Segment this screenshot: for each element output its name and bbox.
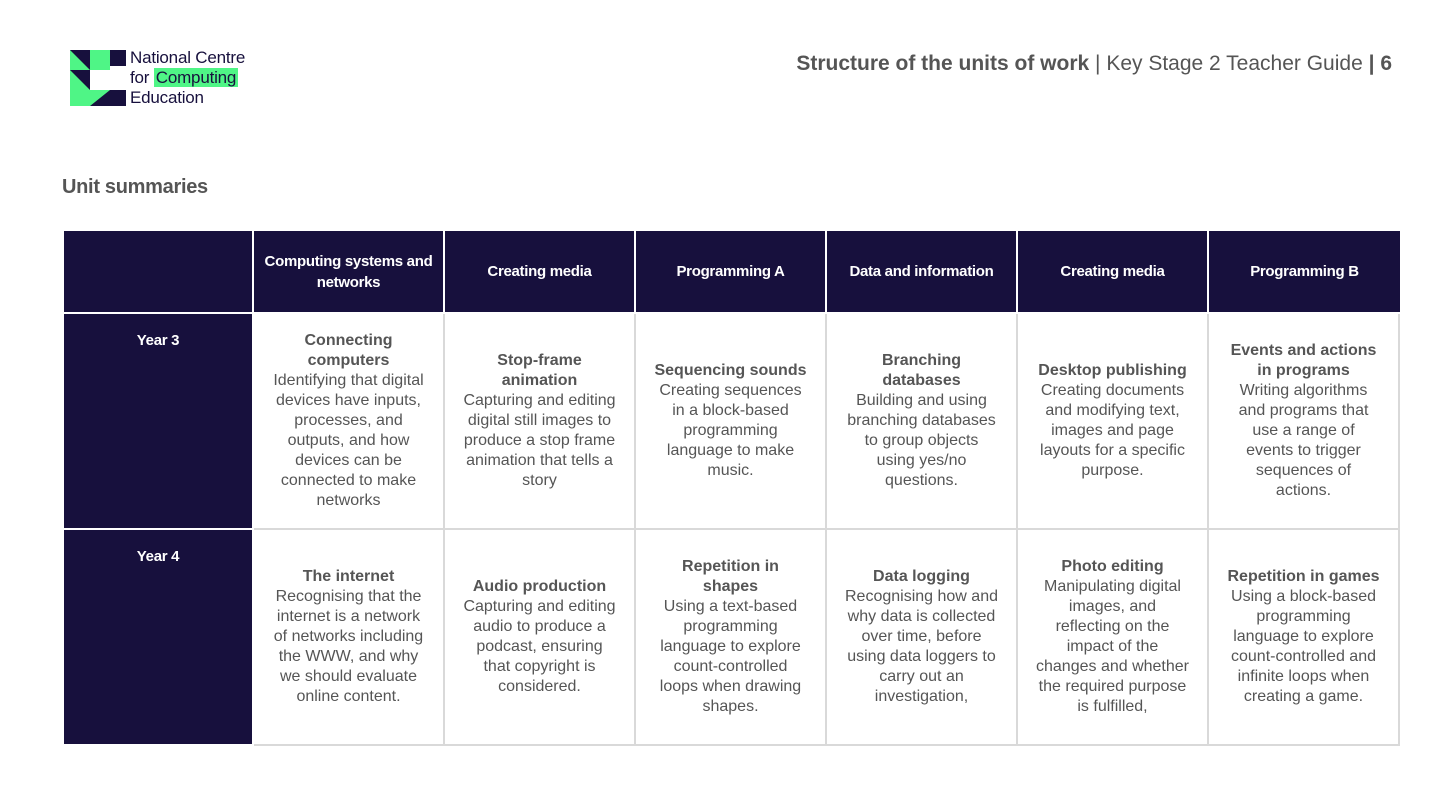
header-page-separator: | [1362,52,1381,75]
table-header-row [64,231,1400,314]
header-guide-title: Key Stage 2 Teacher Guide [1106,52,1363,75]
unit-cell [254,530,445,746]
unit-description: Creating sequences in a block-based programming language to make music. [659,382,802,479]
table-corner-cell [64,231,254,314]
header-separator: | [1089,52,1107,75]
unit-cell [1209,314,1400,530]
unit-title: Photo editing [1061,558,1164,575]
unit-cell [827,314,1018,530]
unit-description: Capturing and editing digital still images to produce a stop frame animation that tells a story [463,392,616,489]
logo-line-1: National Centre [130,48,246,67]
unit-summaries-table [64,231,1400,746]
header-section-title: Structure of the units of work [796,52,1090,75]
unit-cell [827,530,1018,746]
unit-cell [254,314,445,530]
unit-cell [636,530,827,746]
column-header: Creating media [445,231,636,314]
unit-cell [1018,314,1209,530]
column-header: Data and information [827,231,1018,314]
logo-line-2 [130,68,245,88]
unit-description: Creating documents and modifying text, images and page layouts for a specific purpose. [1040,382,1185,479]
unit-title: Sequencing sounds [654,362,807,379]
table-row [64,530,1400,746]
unit-description: Recognising that the internet is a network of networks including the WWW, and why we should evaluate online content. [273,588,424,705]
logo-line-3: Education [130,88,204,107]
unit-cell [1018,530,1209,746]
unit-cell [445,530,636,746]
unit-title: Data logging [873,568,970,585]
unit-description: Identifying that digital devices have inputs, processes, and outputs, and how devices can be connected to make networks [273,372,424,509]
unit-description: Capturing and editing audio to produce a podcast, ensuring that copyright is considered. [463,598,616,695]
section-title: Unit summaries [62,176,208,198]
unit-description: Recognising how and why data is collected over time, before using data loggers to carry out an investigation, [845,588,998,705]
column-header: Creating media [1018,231,1209,314]
unit-title: Branching databases [881,352,962,389]
unit-title: Stop-frame animation [497,352,582,389]
column-header: Programming A [636,231,827,314]
ncce-logo [70,48,270,108]
unit-cell [1209,530,1400,746]
unit-description: Building and using branching databases to group objects using yes/no questions. [847,392,996,489]
unit-title: Audio production [472,578,607,595]
logo-wordmark [130,48,245,108]
page-number: 6 [1380,52,1392,75]
unit-title: Connecting computers [304,332,393,369]
table-row [64,314,1400,530]
logo-line-2-prefix: for [130,68,154,87]
unit-description: Using a text-based programming language to explore count-controlled loops when drawing shapes. [659,598,802,715]
ncce-logo-mark-icon [70,50,126,106]
unit-title: Repetition in games [1227,568,1380,585]
unit-title: Events and actions in programs [1230,342,1377,379]
unit-description: Writing algorithms and programs that use a range of events to trigger sequences of actions. [1238,382,1369,499]
unit-description: Using a block-based programming language to explore count-controlled and infinite loops when creating a game. [1231,588,1376,705]
row-header-year: Year 3 [64,314,254,530]
unit-title: Desktop publishing [1038,362,1187,379]
unit-title: Repetition in shapes [682,558,779,595]
column-header: Computing systems and networks [254,231,445,314]
unit-cell [445,314,636,530]
page-header [796,52,1392,76]
unit-cell [636,314,827,530]
unit-title: The internet [302,568,395,585]
row-header-year: Year 4 [64,530,254,746]
unit-description: Manipulating digital images, and reflecting on the impact of the changes and whether the required purpose is fulfilled, [1036,578,1189,715]
column-header: Programming B [1209,231,1400,314]
logo-line-2-highlight: Computing [155,68,237,87]
